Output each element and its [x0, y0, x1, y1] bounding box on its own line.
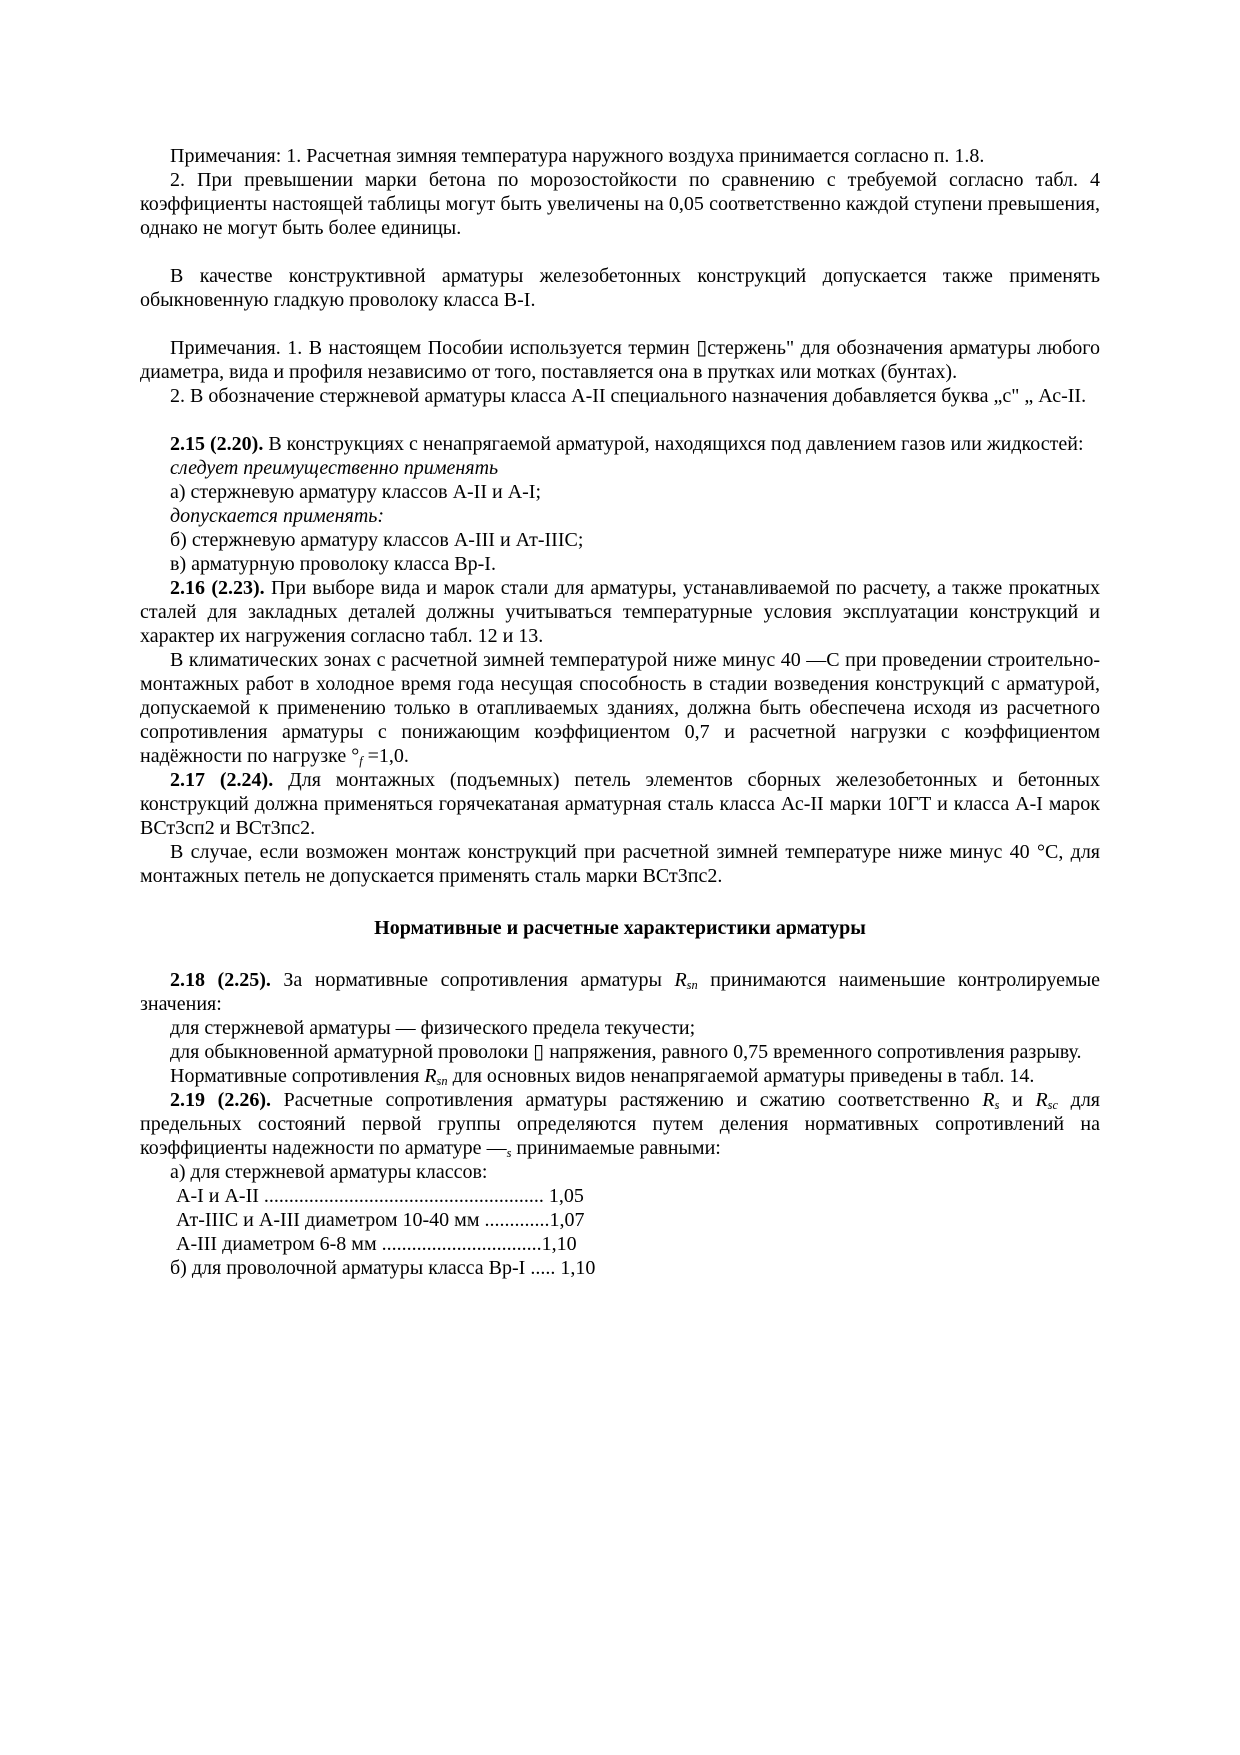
- section-2-17: [140, 768, 1100, 840]
- section-2-19-text-4: принимаемые равными:: [511, 1137, 721, 1159]
- list-item-a-2-15: а) стержневую арматуру классов А-II и А-I;: [170, 481, 542, 503]
- coefficient-line-a1-a2: А-I и А-II ........................................................ 1,05: [176, 1185, 584, 1207]
- list-item-b-2-15: б) стержневую арматуру классов А-III и Ат-IIIС;: [170, 529, 584, 551]
- section-2-17-number: 2.17 (2.24).: [170, 769, 274, 791]
- list-intro-should-apply: следует преимущественно применять: [170, 457, 499, 479]
- coefficient-line-at3c-a3: Ат-IIIС и А-III диаметром 10-40 мм .............1,07: [176, 1209, 585, 1231]
- coefficient-line-wire-vr1: б) для проволочной арматуры класса Вр-I ..... 1,10: [170, 1257, 596, 1279]
- paragraph-mounting-loops: В случае, если возможен монтаж конструкций при расчетной зимней температуре ниже минус 40 °С, для монтажных петель не допускается применять сталь марки ВСт3пс2.: [140, 841, 1100, 887]
- R-sc-symbol: R: [1035, 1089, 1048, 1111]
- section-2-18-number: 2.18 (2.25).: [170, 969, 271, 991]
- section-2-15-text: В конструкциях с ненапрягаемой арматурой, находящихся под давлением газов или жидкостей:: [263, 433, 1084, 455]
- R-sn-subscript-2: sn: [436, 1074, 448, 1089]
- R-sc-subscript: sc: [1047, 1098, 1058, 1113]
- section-2-19: [140, 1088, 1100, 1160]
- R-sn-symbol: R: [674, 969, 687, 991]
- R-s-symbol: R: [982, 1089, 995, 1111]
- section-2-18: [140, 968, 1100, 1016]
- notes2-paragraph-1: Примечания. 1. В настоящем Пособии используется термин ▯стержень" для обозначения арматуры любого диаметра, вида и профиля независимо от того, поставляется она в прутках или мотках (бунтах).: [140, 337, 1100, 383]
- section-2-19-text-1: Расчетные сопротивления арматуры растяжению и сжатию соответственно: [270, 1089, 983, 1111]
- paragraph-constructive-reinforcement: В качестве конструктивной арматуры железобетонных конструкций допускается также применять обыкновенную гладкую проволоку класса В-I.: [140, 265, 1100, 311]
- normative-text-2: для основных видов ненапрягаемой арматуры приведены в табл. 14.: [447, 1065, 1035, 1087]
- section-heading-normative-characteristics: Нормативные и расчетные характеристики арматуры: [374, 917, 866, 939]
- section-2-19-text-2: и: [999, 1089, 1036, 1111]
- R-s-subscript: s: [994, 1098, 1000, 1113]
- climatic-text-1: В климатических зонах с расчетной зимней температурой ниже минус 40 —С при проведении строительно-монтажных работ в холодное время года несущая способность в стадии возведения конструкций с арматурой, допускаемой к применению только в отапливаемых зданиях, должна быть обеспечена исходя из расчетного сопротивления арматуры с понижающим коэффициентом 0,7 и расчетной нагрузки с коэффициентом надёжности по нагрузке °: [140, 649, 1100, 767]
- notes-paragraph-1: Примечания: 1. Расчетная зимняя температура наружного воздуха принимается согласно п. 1.8.: [170, 145, 985, 167]
- section-2-16-number: 2.16 (2.23).: [170, 577, 265, 599]
- section-2-17-text: Для монтажных (подъемных) петель элементов сборных железобетонных и бетонных конструкций должна применяться горячекатаная арматурная сталь класса Ас-II марки 10ГТ и класса А-I марок ВСт3сп2 и ВСт3пс2.: [140, 769, 1100, 839]
- notes2-paragraph-2: 2. В обозначение стержневой арматуры класса А-II специального назначения добавляется буква „с" „ Ас-II.: [170, 385, 1087, 407]
- paragraph-rod-reinforcement: для стержневой арматуры — физического предела текучести;: [170, 1017, 696, 1039]
- section-2-19-text-3: для предельных состояний первой группы определяются путем деления нормативных сопротивлений на коэффициенты надежности по арматуре —: [140, 1089, 1101, 1159]
- list-item-v-2-15: в) арматурную проволоку класса Вр-I.: [170, 553, 496, 575]
- paragraph-ordinary-wire: для обыкновенной арматурной проволоки ▯ напряжения, равного 0,75 временного сопротивления разрыву.: [170, 1041, 1082, 1063]
- climatic-text-2: =1,0.: [362, 745, 409, 767]
- R-sn-subscript: sn: [686, 978, 698, 993]
- R-sn-symbol-2: R: [424, 1065, 437, 1087]
- list-intro-rod-classes: а) для стержневой арматуры классов:: [170, 1161, 488, 1183]
- coefficient-line-a3-6-8: А-III диаметром 6-8 мм ................................1,10: [176, 1233, 577, 1255]
- section-2-15: [140, 432, 1100, 456]
- section-2-18-text-2: принимаются наименьшие контролируемые значения:: [140, 969, 1101, 1015]
- section-2-16-text: При выборе вида и марок стали для арматуры, устанавливаемой по расчету, а также прокатных сталей для закладных деталей должны учитываться температурные условия эксплуатации конструкций и характер их нагружения согласно табл. 12 и 13.: [140, 577, 1100, 647]
- normative-text-1: Нормативные сопротивления: [170, 1065, 425, 1087]
- notes-paragraph-2: 2. При превышении марки бетона по морозостойкости по сравнению с требуемой согласно табл. 4 коэффициенты настоящей таблицы могут быть увеличены на 0,05 соответственно каждой ступени превышения, однако не могут быть более единицы.: [140, 169, 1100, 239]
- section-2-16: [140, 576, 1100, 648]
- section-2-19-number: 2.19 (2.26).: [170, 1089, 271, 1111]
- paragraph-normative-resistances: [140, 1064, 1100, 1088]
- list-intro-allowed-apply: допускается применять:: [170, 505, 385, 527]
- gamma-f-subscript: f: [359, 754, 363, 769]
- gamma-s-subscript: s: [506, 1146, 512, 1161]
- paragraph-climatic-zones: [140, 648, 1100, 768]
- section-2-18-text-1: За нормативные сопротивления арматуры: [270, 969, 675, 991]
- section-2-15-number: 2.15 (2.20).: [170, 433, 264, 455]
